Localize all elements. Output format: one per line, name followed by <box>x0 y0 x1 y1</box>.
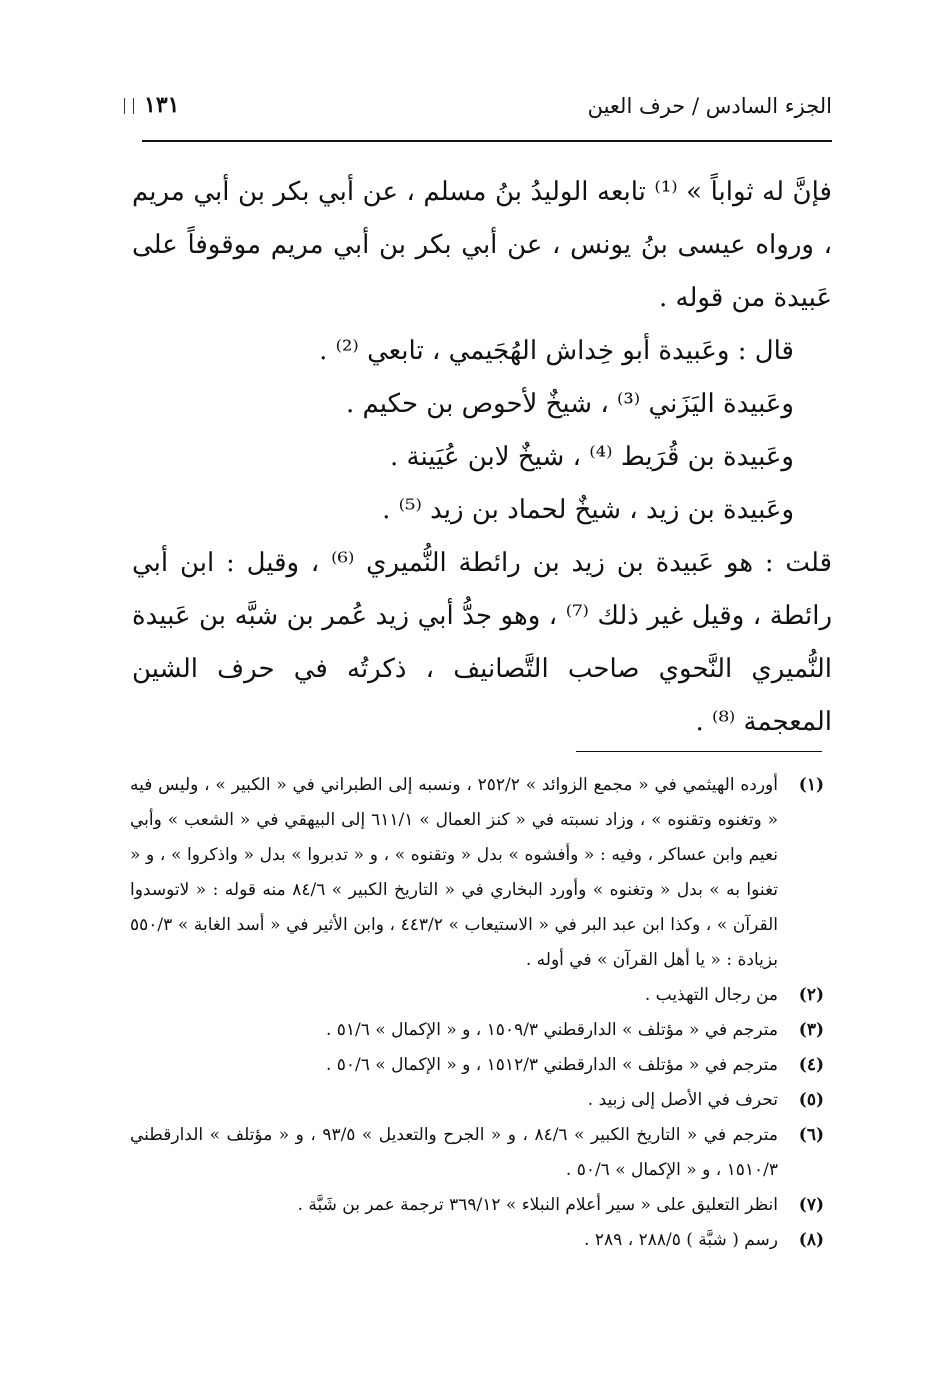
footnotes <box>130 768 824 1258</box>
header-rule <box>142 140 832 142</box>
header-mark <box>124 98 134 114</box>
footnote <box>130 768 824 978</box>
main-text <box>132 166 832 749</box>
footnote <box>130 1048 824 1083</box>
page-header <box>120 88 832 128</box>
footnote-text: مترجم في « مؤتلف » الدارقطني ١٥١٢/٣ ، و « الإكمال » ٥٠/٦ . <box>325 1055 778 1075</box>
footnote <box>130 1083 824 1118</box>
footnote-number: (٢) <box>798 985 824 1005</box>
paragraph: قال : وعَبيدة أبو خِداش الهُجَيمي ، تابعي ⁽²⁾ . <box>319 336 794 366</box>
paragraph: فإنَّ له ثواباً » ⁽¹⁾ تابعه الوليدُ بنُ مسلم ، عن أبي بكر بن أبي مريم ، ورواه عيسى بنُ يونس ، عن أبي بكر بن أبي مريم موقوفاً على عَبيدة من قوله . <box>132 177 832 313</box>
footnote-text: أورده الهيثمي في « مجمع الزوائد » ٢٥٢/٢ ، ونسبه إلى الطبراني في « الكبير » ، وليس فيه « وتغنوه وتقنوه » ، وزاد نسبته في « كنز العمال » ٦١١/١ إلى البيهقي في « الشعب » وأبي نعيم وابن عساكر ، وفيه : « وأفشوه » بدل « وتقنوه » ، و « تدبروا » بدل « واذكروا » ، و « تغنوا به » بدل « وتغنوه » وأورد البخاري في « التاريخ الكبير » ٨٤/٦ منه قوله : « لاتوسدوا القرآن » ، وكذا ابن عبد البر في « الاستيعاب » ٤٤٣/٢ ، وابن الأثير في « أسد الغابة » ٥٥٠/٣ بزيادة : « يا أهل القرآن » في أوله . <box>130 775 779 970</box>
footnote-rule <box>576 751 822 752</box>
footnote <box>130 978 824 1013</box>
footnote-text: انظر التعليق على « سير أعلام النبلاء » ٣٦٩/١٢ ترجمة عمر بن شَبَّة . <box>297 1195 778 1215</box>
footnote <box>130 1118 824 1188</box>
footnote-text: مترجم في « مؤتلف » الدارقطني ١٥٠٩/٣ ، و « الإكمال » ٥١/٦ . <box>325 1020 778 1040</box>
footnote-number: (٦) <box>798 1125 824 1145</box>
footnote <box>130 1223 824 1258</box>
footnote-text: رسم ( شبَّة ) ٢٨٨/٥ ، ٢٨٩ . <box>584 1230 778 1250</box>
footnote-text: مترجم في « التاريخ الكبير » ٨٤/٦ ، و « الجرح والتعديل » ٩٣/٥ ، و « مؤتلف » الدارقطني ١٥١٠/٣ ، و « الإكمال » ٥٠/٦ . <box>130 1125 778 1180</box>
paragraph: وعَبيدة بن قُرَيط ⁽⁴⁾ ، شيخٌ لابن عُيَينة . <box>389 442 794 472</box>
paragraph: قلت : هو عَبيدة بن زيد بن رائطة النُّميري ⁽⁶⁾ ، وقيل : ابن أبي رائطة ، وقيل غير ذلك ⁽⁷⁾ ، وهو جدُّ أبي زيد عُمر بن شبَّه بن عَبيدة النُّميري النَّحوي صاحب التَّصانيف ، ذكرتُه في حرف الشين المعجمة ⁽⁸⁾ . <box>132 548 833 737</box>
footnote-number: (٧) <box>798 1195 824 1215</box>
footnote-number: (٤) <box>798 1055 824 1075</box>
running-title: الجزء السادس / حرف العين <box>587 94 832 118</box>
footnote-number: (١) <box>798 775 824 795</box>
footnote-text: تحرف في الأصل إلى زبيد . <box>587 1090 778 1110</box>
footnote <box>130 1188 824 1223</box>
paragraph: وعَبيدة اليَزَني ⁽³⁾ ، شيخٌ لأحوص بن حكيم . <box>345 389 794 419</box>
paragraph: وعَبيدة بن زيد ، شيخٌ لحماد بن زيد ⁽⁵⁾ . <box>382 495 794 525</box>
footnote <box>130 1013 824 1048</box>
footnote-text: من رجال التهذيب . <box>644 985 778 1005</box>
footnote-number: (٣) <box>798 1020 824 1040</box>
footnote-number: (٥) <box>798 1090 824 1110</box>
footnote-number: (٨) <box>798 1230 824 1250</box>
page-number: ١٣١ <box>144 92 180 118</box>
